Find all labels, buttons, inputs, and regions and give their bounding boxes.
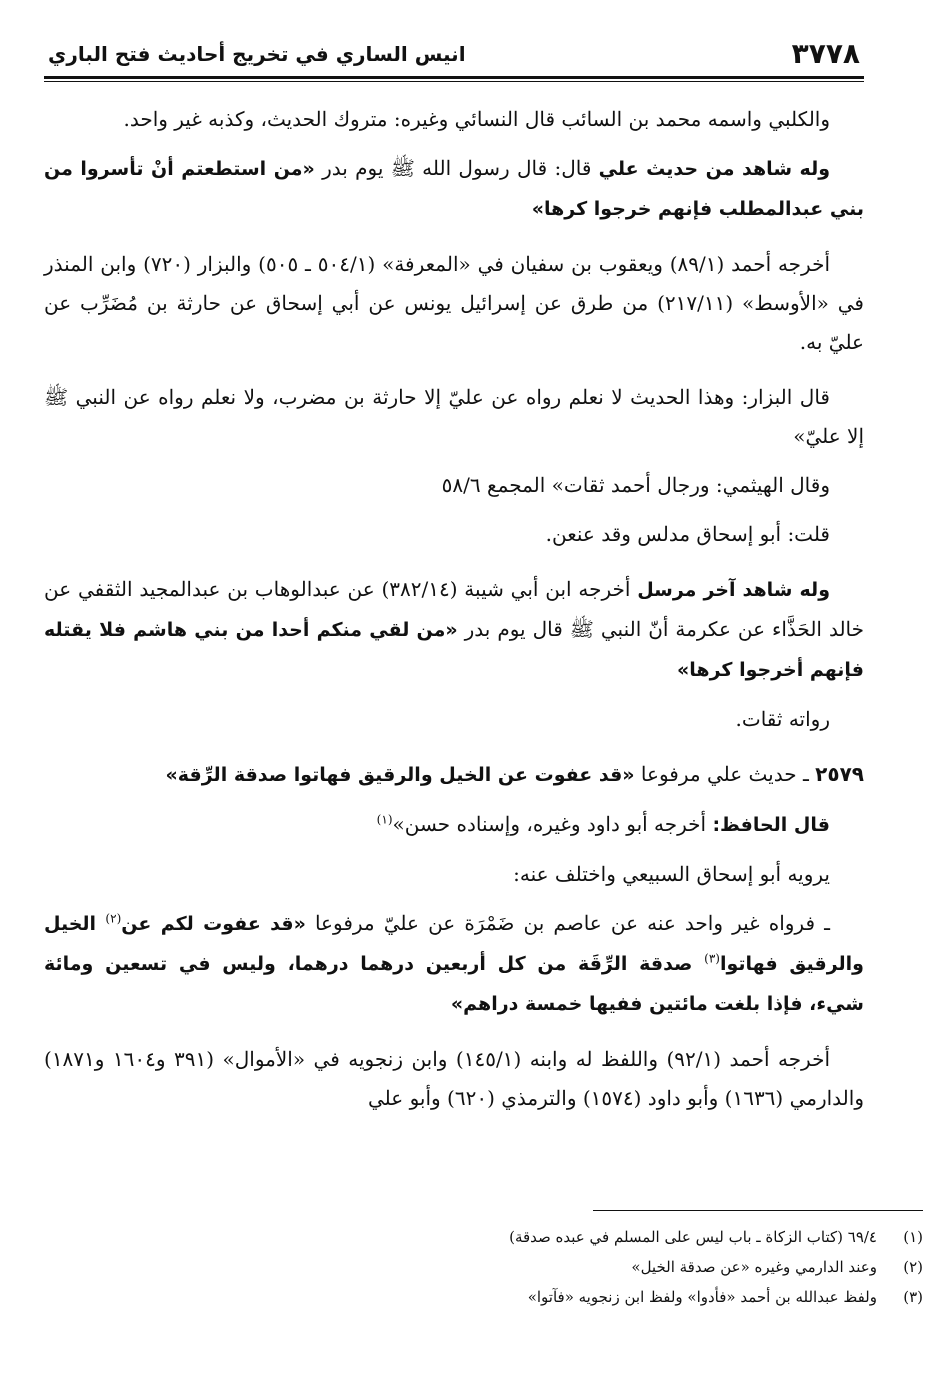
hadith-number: ٢٥٧٩ (815, 762, 864, 786)
footnote-item (123, 1282, 923, 1312)
paragraph-hafiz (44, 805, 864, 845)
paragraph-bazzar (44, 378, 864, 456)
paragraph-text: ـ فرواه غير واحد عنه عن عاصم بن ضَمْرَة عن عليّ مرفوعا (305, 911, 830, 935)
footnote-item (123, 1222, 923, 1252)
footnote-ref[interactable]: (٣) (704, 951, 720, 966)
paragraph-text: أخرجه أبو داود وغيره، وإسناده حسن» (392, 812, 713, 836)
hadith-quote: الخيل والرقيق فهاتوا (44, 913, 864, 975)
bold-lead: وله شاهد من حديث علي (598, 158, 831, 180)
paragraph-text: أخرجه ابن أبي شيبة (٣٨٢/١٤) عن عبدالوهاب بن عبدالمجيد الثقفي عن خالد الحَذَّاء عن عكرمة أنّ النبي ﷺ قال يوم بدر (44, 577, 864, 641)
hadith-quote: «من لقي منكم أحدا من بني هاشم فلا يقتله فإنهم أخرجوا كرها» (44, 619, 864, 681)
hadith-quote: صدقة الرِّقَة من كل أربعين درهما درهما، وليس في تسعين ومائة شيء، فإذا بلغت مائتين ففيها خمسة دراهم» (44, 953, 864, 1015)
bold-lead: وله شاهد آخر مرسل (637, 579, 831, 601)
footnote-separator (593, 1210, 923, 1211)
paragraph-ruwatuhu (44, 700, 864, 739)
footnote-number: (٣) (903, 1288, 923, 1306)
paragraph-text: قال: قال رسول الله ﷺ يوم بدر (314, 156, 599, 180)
paragraph-text: قلت: أبو إسحاق مدلس وقد عنعن. (545, 522, 830, 546)
footnote-number: (٢) (903, 1258, 923, 1276)
header-rule-thick (44, 76, 864, 79)
paragraph-text: رواته ثقات. (735, 707, 830, 731)
footnotes (123, 1222, 923, 1312)
footnote-ref[interactable]: (٢) (105, 911, 122, 926)
paragraph-text: أخرجه أحمد (٨٩/١) ويعقوب بن سفيان في «المعرفة» (٥٠٤/١ ـ ٥٠٥) والبزار (٧٢٠) وابن المنذر في «الأوسط» (٢١٧/١١) من طرق عن إسرائيل يونس عن أبي إسحاق عن حارثة بن مُضَرِّب عن عليّ به. (44, 252, 864, 354)
paragraph-text: أخرجه أحمد (٩٢/١) واللفظ له وابنه (١٤٥/١) وابن زنجويه في «الأموال» (٣٩١ و١٦٠٤ و١٨٧١) والدارمي (١٦٣٦) وأبو داود (١٥٧٤) والترمذي (٦٢٠) وأبو علي (44, 1047, 864, 1110)
paragraph-takhrij-amwal (44, 1040, 864, 1118)
footnote-item (123, 1252, 923, 1282)
paragraph-kalbi (44, 100, 864, 139)
page-body (44, 100, 864, 1118)
paragraph-text: والكلبي واسمه محمد بن السائب قال النسائي وغيره: متروك الحديث، وكذبه غير واحد. (123, 107, 830, 131)
paragraph-mursal-witness (44, 570, 864, 690)
page-header (44, 30, 864, 74)
paragraph-ali-witness (44, 149, 864, 229)
header-rule-thin (44, 81, 864, 82)
hadith-quote: «من استطعتم أنْ تأسروا من بني عبدالمطلب فإنهم خرجوا كرها» (44, 158, 864, 220)
paragraph-text: يرويه أبو إسحاق السبيعي واختلف عنه: (513, 862, 830, 886)
paragraph-haythami (44, 466, 864, 505)
footnote-text: ولفظ عبدالله بن أحمد «فأدوا» ولفظ ابن زنجويه «فآتوا» (527, 1288, 877, 1306)
footnote-text: وعند الدارمي وغيره «عن صدقة الخيل» (631, 1258, 877, 1276)
hadith-quote: «قد عفوت عن الخيل والرقيق فهاتوا صدقة الرِّقة» (165, 764, 635, 786)
bold-lead: قال الحافظ: (712, 814, 830, 836)
paragraph-text: ـ حديث علي مرفوعا (634, 762, 816, 786)
paragraph-text: قال البزار: وهذا الحديث لا نعلم رواه عن عليّ إلا حارثة بن مضرب، ولا نعلم رواه عن النبي ﷺ إلا عليّ» (44, 385, 864, 448)
footnote-number: (١) (903, 1228, 923, 1246)
paragraph-sabii (44, 855, 864, 894)
paragraph-text: وقال الهيثمي: ورجال أحمد ثقات» المجمع ٥٨/٦ (441, 473, 830, 497)
paragraph-qultu (44, 515, 864, 554)
hadith-heading (44, 755, 864, 795)
running-title: انيس الساري في تخريج أحاديث فتح الباري (48, 42, 466, 66)
book-page (44, 30, 864, 1134)
paragraph-takhrij-ahmad (44, 245, 864, 362)
footnote-text: ٦٩/٤ (كتاب الزكاة ـ باب ليس على المسلم في عبده صدقة) (509, 1228, 877, 1246)
paragraph-asim-narration (44, 904, 864, 1024)
page-number: ٣٧٧٨ (791, 37, 860, 70)
hadith-quote: «قد عفوت لكم عن (121, 913, 306, 935)
footnote-ref[interactable]: (١) (376, 812, 393, 827)
